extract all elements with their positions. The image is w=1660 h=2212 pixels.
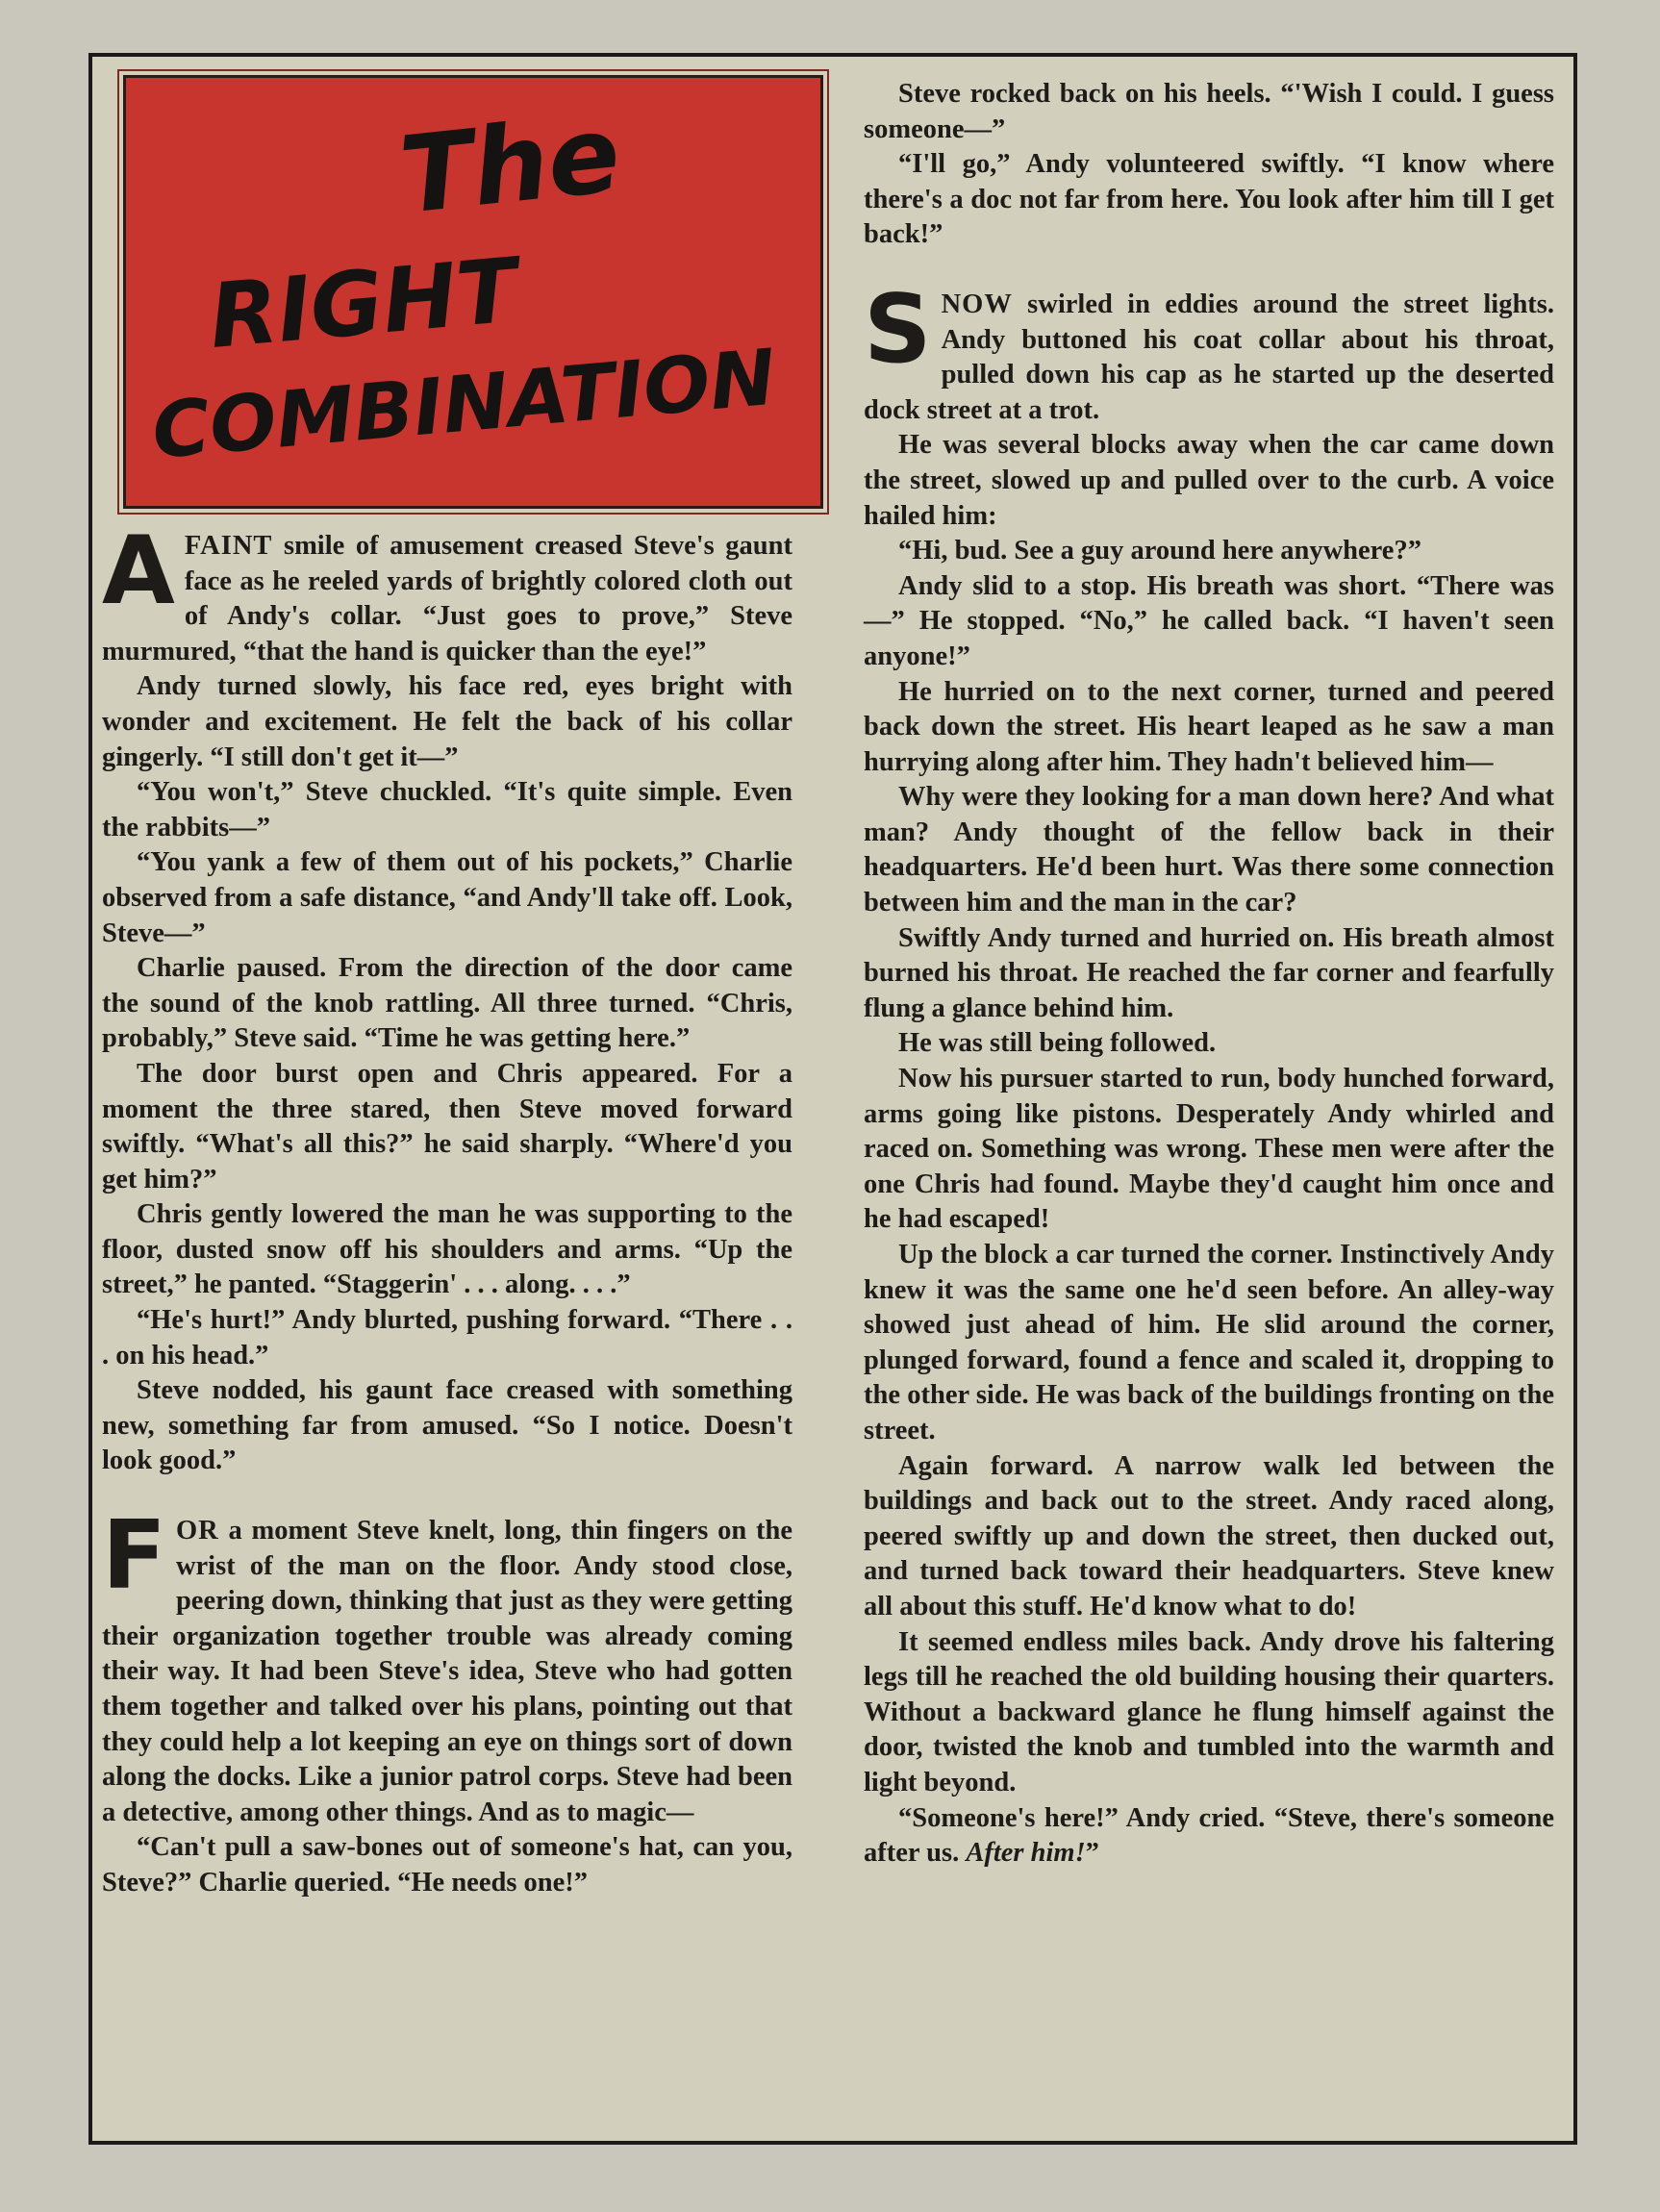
- paragraph-text: smile of amusement creased Steve's gaunt face as he reeled yards of brightly colored cloth out of Andy's collar. “Just goes to prove,” Steve murmured, “that the hand is quicker than the eye!”: [102, 531, 792, 666]
- paragraph: [102, 1303, 792, 1373]
- paragraph-text: The door burst open and Chris appeared. For a moment the three stared, then Steve moved forward swiftly. “What's all this?” he said sharply. “Where'd you get him?”: [102, 1058, 792, 1194]
- drop-cap: A: [102, 516, 175, 626]
- paragraph-text: Andy slid to a stop. His breath was short. “There was—” He stopped. “No,” he called back. “I haven't seen anyone!”: [864, 570, 1554, 671]
- paragraph: [102, 1057, 792, 1197]
- paragraph-text: Chris gently lowered the man he was supporting to the floor, dusted snow off his shoulders and arms. “Up the street,” he panted. “Staggerin' . . . along. . . .”: [102, 1199, 792, 1300]
- drop-cap: F: [102, 1501, 166, 1612]
- paragraph-text: He hurried on to the next corner, turned and peered back down the street. His heart leaped as he saw a man hurrying along after him. They hadn't believed him—: [864, 676, 1554, 777]
- section-opening-paragraph: [864, 274, 1554, 428]
- paragraph: [102, 775, 792, 845]
- section-opening-paragraph: [102, 516, 792, 669]
- title-line-1: The: [394, 91, 626, 238]
- paragraph: [102, 669, 792, 775]
- paragraph-text: Steve nodded, his gaunt face creased with something new, something far from amused. “So I notice. Doesn't look good.”: [102, 1375, 792, 1476]
- paragraph-text: It seemed endless miles back. Andy drove his faltering legs till he reached the old building housing their quarters. Without a backward glance he flung himself against the door, twisted the knob and tumbled into the warmth and light beyond.: [864, 1626, 1554, 1797]
- paragraph: [102, 1830, 792, 1900]
- paragraph: [864, 1026, 1554, 1062]
- paragraph: [102, 951, 792, 1057]
- paragraph-text: Up the block a car turned the corner. Instinctively Andy knew it was the same one he'd seen before. An alley-way showed just ahead of him. He slid around the corner, plunged forward, found a fence and scaled it, dropping to the other side. He was back of the buildings fronting on the street.: [864, 1240, 1554, 1445]
- paragraph: [864, 77, 1554, 147]
- paragraph: [864, 569, 1554, 675]
- paragraph: [864, 921, 1554, 1027]
- paragraph-text: Why were they looking for a man down here? And what man? Andy thought of the fellow back in their headquarters. He'd been hurt. Was there some connection between him and the man in the car?: [864, 782, 1554, 918]
- lead-in-caps: NOW: [941, 289, 1013, 319]
- closing-quote: ”: [1085, 1838, 1099, 1869]
- emphasis-text: After him!: [966, 1838, 1086, 1869]
- paragraph-text: He was several blocks away when the car came down the street, slowed up and pulled over to the curb. A voice hailed him:: [864, 430, 1554, 531]
- lead-in-caps: FAINT: [184, 531, 273, 561]
- paragraph-text: “Hi, bud. See a guy around here anywhere?”: [898, 536, 1421, 566]
- paragraph: [864, 534, 1554, 569]
- paragraph-text: “You won't,” Steve chuckled. “It's quite simple. Even the rabbits—”: [102, 777, 792, 842]
- title-line-3: COMBINATION: [148, 333, 767, 476]
- title-banner: [123, 75, 823, 509]
- paragraph: [864, 147, 1554, 253]
- paragraph: [864, 428, 1554, 534]
- paragraph-text: “Can't pull a saw-bones out of someone's hat, can you, Steve?” Charlie queried. “He needs one!”: [102, 1832, 792, 1898]
- paragraph: [864, 1238, 1554, 1449]
- paragraph: [102, 1197, 792, 1303]
- title-line-2: RIGHT: [205, 239, 522, 368]
- paragraph: [102, 845, 792, 951]
- paragraph-text: “He's hurt!” Andy blurted, pushing forward. “There . . . on his head.”: [102, 1305, 792, 1370]
- paragraph-text: a moment Steve knelt, long, thin fingers on the wrist of the man on the floor. Andy stood close, peering down, thinking that just as they were getting their organization together trouble was already coming their way. It had been Steve's idea, Steve who had gotten them together and talked over his plans, pointing out that they could help a lot keeping an eye on things sort of down along the docks. Like a junior patrol corps. Steve had been a detective, among other things. And as to magic—: [102, 1516, 792, 1827]
- paragraph-text: He was still being followed.: [898, 1028, 1217, 1059]
- paragraph-text: “I'll go,” Andy volunteered swiftly. “I know where there's a doc not far from here. You look after him till I get back!”: [864, 149, 1554, 250]
- right-column: [864, 77, 1554, 1872]
- paragraph: [864, 1625, 1554, 1801]
- section-opening-paragraph: [102, 1501, 792, 1830]
- paragraph-text: swirled in eddies around the street lights. Andy buttoned his coat collar about his throat, pulled down his cap as he started up the deserted dock street at a trot.: [864, 289, 1554, 425]
- paragraph-text: Swiftly Andy turned and hurried on. His breath almost burned his throat. He reached the far corner and fearfully flung a glance behind him.: [864, 922, 1554, 1023]
- paragraph-text: Andy turned slowly, his face red, eyes bright with wonder and excitement. He felt the back of his collar gingerly. “I still don't get it—”: [102, 671, 792, 772]
- lead-in-caps: OR: [175, 1516, 219, 1546]
- paragraph: [864, 1062, 1554, 1238]
- paragraph-text: Charlie paused. From the direction of the door came the sound of the knob rattling. All three turned. “Chris, probably,” Steve said. “Time he was getting here.”: [102, 953, 792, 1054]
- paragraph: [864, 780, 1554, 920]
- drop-cap: S: [864, 274, 932, 385]
- paragraph-text: Again forward. A narrow walk led between the buildings and back out to the street. Andy raced along, peered swiftly up and down the street, then ducked out, and turned back toward their headquarters. Steve knew all about this stuff. He'd know what to do!: [864, 1450, 1554, 1621]
- title-lettering: [126, 78, 820, 506]
- paragraph: [102, 1373, 792, 1479]
- paragraph: [864, 1449, 1554, 1625]
- paragraph-text: “Someone's here!” Andy cried. “Steve, there's someone after us.: [864, 1802, 1554, 1869]
- paragraph: [864, 1801, 1554, 1872]
- paragraph-text: Steve rocked back on his heels. “'Wish I could. I guess someone—”: [864, 79, 1554, 144]
- paragraph: [864, 675, 1554, 781]
- paragraph-text: “You yank a few of them out of his pockets,” Charlie observed from a safe distance, “and Andy'll take off. Look, Steve—”: [102, 847, 792, 948]
- left-column: [102, 516, 792, 1901]
- paragraph-text: Now his pursuer started to run, body hunched forward, arms going like pistons. Desperately Andy whirled and raced on. Something was wrong. These men were after the one Chris had found. Maybe they'd caught him once and he had escaped!: [864, 1064, 1554, 1235]
